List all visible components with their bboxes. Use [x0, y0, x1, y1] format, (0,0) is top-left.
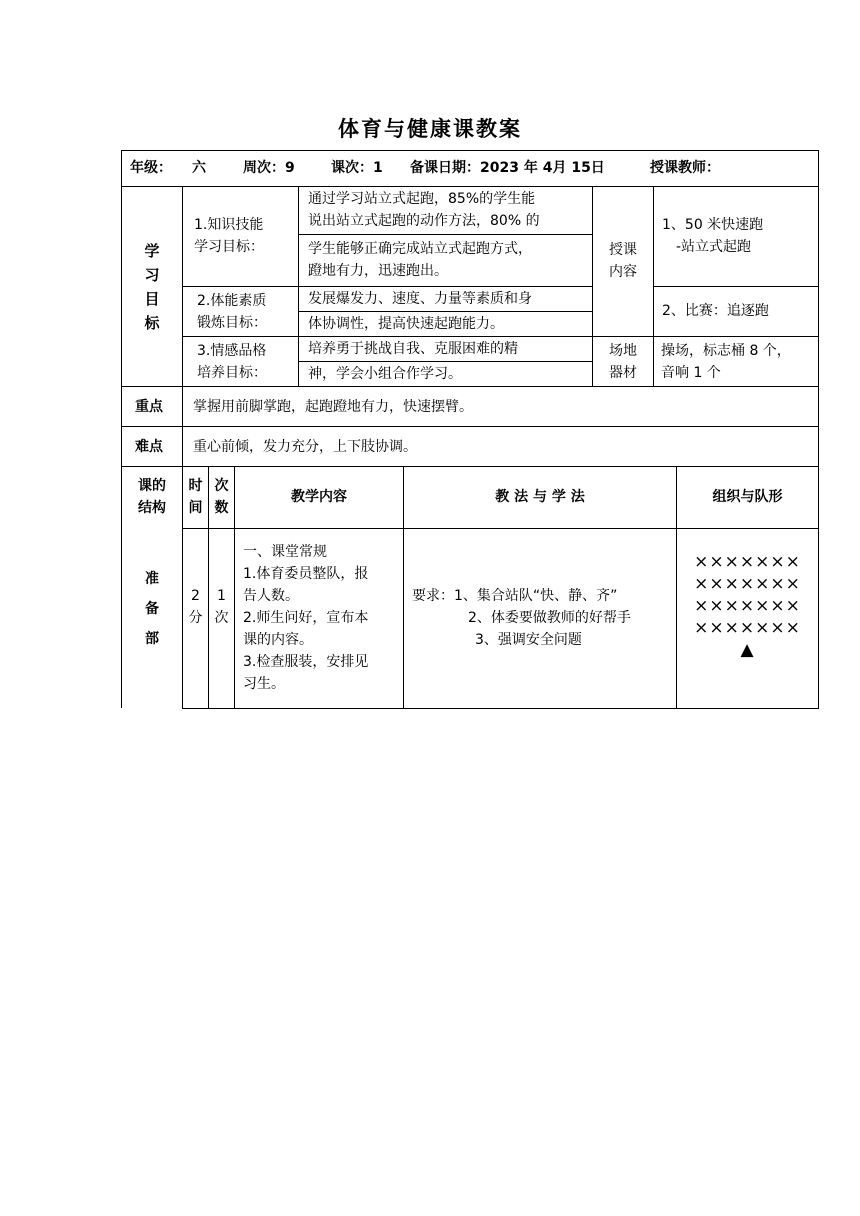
week-label: 周次：9	[243, 160, 295, 176]
lesson-content-label: 授课 内容	[609, 242, 637, 280]
lesson-content-2: 2、比赛：追逐跑	[662, 303, 769, 319]
emotion-goal-text-a: 培养勇于挑战自我、克服困难的精	[308, 341, 518, 357]
time-header: 时 间	[188, 478, 203, 516]
prep-section-label: 准 备 部	[145, 571, 159, 647]
prep-content: 一、课堂常规 1.体育委员整队，报 告人数。 2.师生问好，宣布本 课的内容。 3.检查服装，安排见 习生。	[243, 544, 369, 692]
emotion-goal-label: 3.情感品格 培养目标：	[197, 343, 267, 381]
key-point-label: 重点	[135, 399, 163, 415]
content-header: 教学内容	[291, 489, 347, 505]
formation-row: ×××××××	[694, 552, 801, 572]
fitness-goal-text-a: 发展爆发力、速度、力量等素质和身	[308, 291, 532, 307]
formation-row: ×××××××	[694, 618, 801, 638]
knowledge-goal-text-b: 学生能够正确完成站立式起跑方式， 蹬地有力，迅速跑出。	[308, 241, 532, 279]
teacher-position-icon: ▲	[740, 640, 755, 660]
formation-row: ×××××××	[694, 574, 801, 594]
objectives-side-label: 学 习 目 标	[144, 242, 160, 332]
knowledge-goal-label: 1.知识技能 学习目标：	[194, 217, 264, 255]
grade-value: 六	[192, 160, 206, 176]
document-title: 体育与健康课教案	[338, 117, 522, 141]
key-point-text: 掌握用前脚掌跑，起跑蹬地有力，快速摆臂。	[193, 399, 473, 415]
venue-equipment-value: 操场，标志桶 8 个， 音响 1 个	[661, 343, 791, 381]
prep-date: 备课日期：2023 年 4月 15日	[410, 160, 605, 176]
fitness-goal-text-b: 体协调性，提高快速起跑能力。	[308, 316, 504, 332]
lesson-number: 课次：1	[331, 160, 383, 176]
venue-equipment-label: 场地 器材	[609, 343, 637, 381]
prep-time: 2 分	[188, 588, 203, 626]
difficulty-text: 重心前倾，发力充分，上下肢协调。	[193, 439, 417, 455]
fitness-goal-label: 2.体能素质 锻炼目标：	[197, 293, 267, 331]
formation-header: 组织与队形	[712, 489, 783, 505]
lesson-content-1: 1、50 米快速跑 -站立式起跑	[662, 217, 764, 255]
method-header: 教 法 与 学 法	[495, 489, 585, 505]
prep-times: 1 次	[214, 588, 229, 626]
prep-method: 要求：1、集合站队“快、静、齐” 2、体委要做教师的好帮手 3、强调安全问题	[412, 588, 631, 648]
grade-label: 年级：	[130, 160, 172, 176]
emotion-goal-text-b: 神，学会小组合作学习。	[308, 366, 462, 382]
times-header: 次 数	[214, 478, 229, 516]
knowledge-goal-text-a: 通过学习站立式起跑，85%的学生能 说出站立式起跑的动作方法，80% 的	[308, 191, 540, 229]
formation-row: ×××××××	[694, 596, 801, 616]
teacher-label: 授课教师：	[650, 160, 720, 176]
structure-header: 课的 结构	[138, 478, 166, 516]
formation-diagram	[677, 551, 818, 661]
difficulty-label: 难点	[135, 439, 163, 455]
